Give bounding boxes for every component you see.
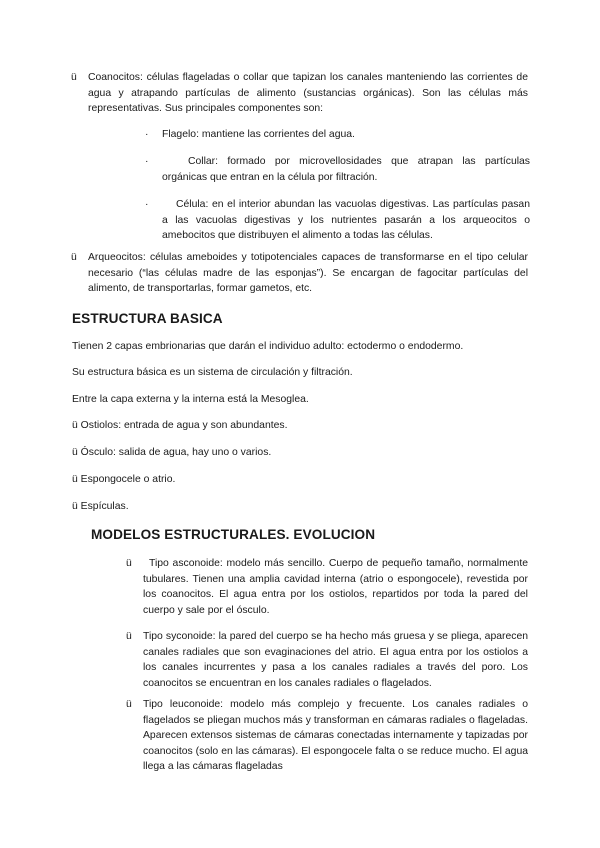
paragraph: Tienen 2 capas embrionarias que darán el individuo adulto: ectodermo o endodermo. bbox=[72, 341, 464, 352]
component-flagelo bbox=[145, 127, 530, 143]
paragraph: Entre la capa externa y la interna está la Mesoglea. bbox=[72, 394, 309, 405]
check-marker-icon: ü bbox=[126, 699, 132, 710]
model-text: Tipo asconoide: modelo más sencillo. Cuerpo de pequeño tamaño, normalmente tubulares. Tienen una amplia cavidad interna (atrio o espongocele), revestida por los coanocitos. El agua entra por los ostiolos, repartidos por toda la pared del cuerpo y sale por el ósculo. bbox=[143, 558, 528, 616]
model-asconoide bbox=[126, 556, 528, 618]
list-item: ü Ósculo: salida de agua, hay uno o varios. bbox=[72, 447, 272, 458]
component-text: Flagelo: mantiene las corrientes del agua. bbox=[162, 129, 355, 140]
bullet-coanocitos bbox=[71, 70, 528, 117]
dot-marker-icon: · bbox=[145, 156, 149, 167]
component-collar bbox=[145, 154, 530, 185]
model-text: Tipo syconoide: la pared del cuerpo se ha hecho más gruesa y se pliega, aparecen canales radiales que son evaginaciones del atrio. El agua entra por los ostiolos a los canales incurrentes y pasa a los canales radiales a través del poro. Los coanocitos se encuentran en los canales radiales o flagelados. bbox=[143, 631, 528, 689]
check-marker-icon: ü bbox=[126, 558, 132, 569]
bullet-text: Coanocitos: células flageladas o collar que tapizan los canales manteniendo las corrientes de agua y atrapando partículas de alimento (sustancias orgánicas). Son las células más representativas. Sus principales componentes son: bbox=[88, 72, 528, 114]
check-marker-icon: ü bbox=[71, 252, 77, 263]
list-item: ü Espículas. bbox=[72, 501, 129, 512]
check-marker-icon: ü bbox=[71, 72, 77, 83]
list-item: ü Espongocele o atrio. bbox=[72, 474, 176, 485]
component-text: Célula: en el interior abundan las vacuolas digestivas. Las partículas pasan a las vacuolas digestivas y los nutrientes pasarán a los arqueocitos o amebocitos que distribuyen el alimento a todas las células. bbox=[162, 199, 530, 241]
component-text: Collar: formado por microvellosidades que atrapan las partículas orgánicas que entran en la célula por filtración. bbox=[162, 156, 530, 183]
paragraph: Su estructura básica es un sistema de circulación y filtración. bbox=[72, 367, 353, 378]
list-item: ü Ostiolos: entrada de agua y son abundantes. bbox=[72, 420, 288, 431]
model-leuconoide bbox=[126, 697, 528, 775]
model-syconoide bbox=[126, 629, 528, 691]
section-heading-estructura: ESTRUCTURA BASICA bbox=[72, 311, 223, 326]
bullet-arqueocitos bbox=[71, 250, 528, 297]
bullet-text: Arqueocitos: células ameboides y totipotenciales capaces de transformarse en el tipo celular necesario (“las células madre de las esponjas”). Se encargan de fagocitar partículas del alimento, de transportarlas, formar gametos, etc. bbox=[88, 252, 528, 294]
dot-marker-icon: · bbox=[145, 199, 149, 210]
component-celula bbox=[145, 197, 530, 244]
model-text: Tipo leuconoide: modelo más complejo y frecuente. Los canales radiales o flagelados se pliegan muchos más y transforman en cámaras radiales o flageladas. Aparecen extensos sistemas de cámaras conectadas internamente y tapizadas por coanocitos (solo en las cámaras). El espongocele falta o se reduce mucho. El agua llega a las cámaras flageladas bbox=[143, 699, 528, 772]
dot-marker-icon: · bbox=[145, 129, 149, 140]
check-marker-icon: ü bbox=[126, 631, 132, 642]
section-heading-modelos: MODELOS ESTRUCTURALES. EVOLUCION bbox=[91, 527, 376, 542]
